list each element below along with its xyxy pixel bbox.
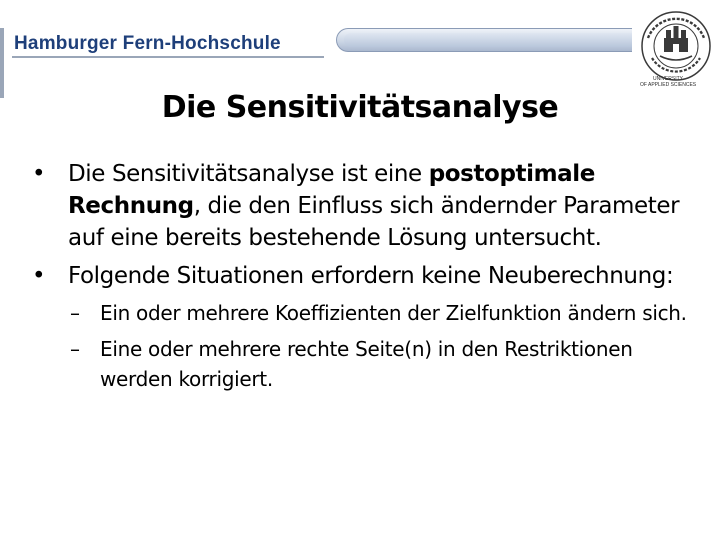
slide-header	[0, 0, 720, 100]
sub-bullet-item	[30, 298, 710, 328]
bullet-item	[30, 260, 710, 292]
sub-bullet-text: Eine oder mehrere rechte Seite(n) in den Restriktionen werden korrigiert.	[100, 337, 633, 391]
bullet-text-part: Die Sensitivitätsanalyse ist eine	[68, 161, 429, 187]
bullet-marker: •	[32, 161, 46, 187]
slide-title: Die Sensitivitätsanalyse	[161, 90, 559, 125]
institution-name: Hamburger Fern-Hochschule	[14, 33, 281, 54]
bullet-text-part: , die den Einfluss sich ändernder Parameter auf eine bereits bestehende Lösung untersucht.	[68, 193, 680, 251]
seal-caption-line: OF APPLIED SCIENCES	[640, 82, 697, 88]
sub-bullet-marker: –	[70, 337, 80, 361]
bullet-text: Folgende Situationen erfordern keine Neuberechnung:	[68, 263, 674, 289]
slide-body	[30, 158, 710, 394]
header-rule	[12, 56, 324, 58]
sub-bullet-item	[30, 334, 710, 394]
bullet-marker: •	[32, 263, 46, 289]
bullet-item	[30, 158, 710, 254]
header-left-strip	[0, 28, 4, 98]
bullet-text-emphasis: postoptimale Rechnung	[68, 161, 595, 219]
seal-caption	[640, 76, 696, 88]
seal-caption-line: UNIVERSITY	[652, 76, 683, 82]
sub-bullet-text: Ein oder mehrere Koeffizienten der Zielfunktion ändern sich.	[100, 301, 687, 325]
header-decorative-bar-inner	[344, 33, 632, 47]
sub-bullet-marker: –	[70, 301, 80, 325]
